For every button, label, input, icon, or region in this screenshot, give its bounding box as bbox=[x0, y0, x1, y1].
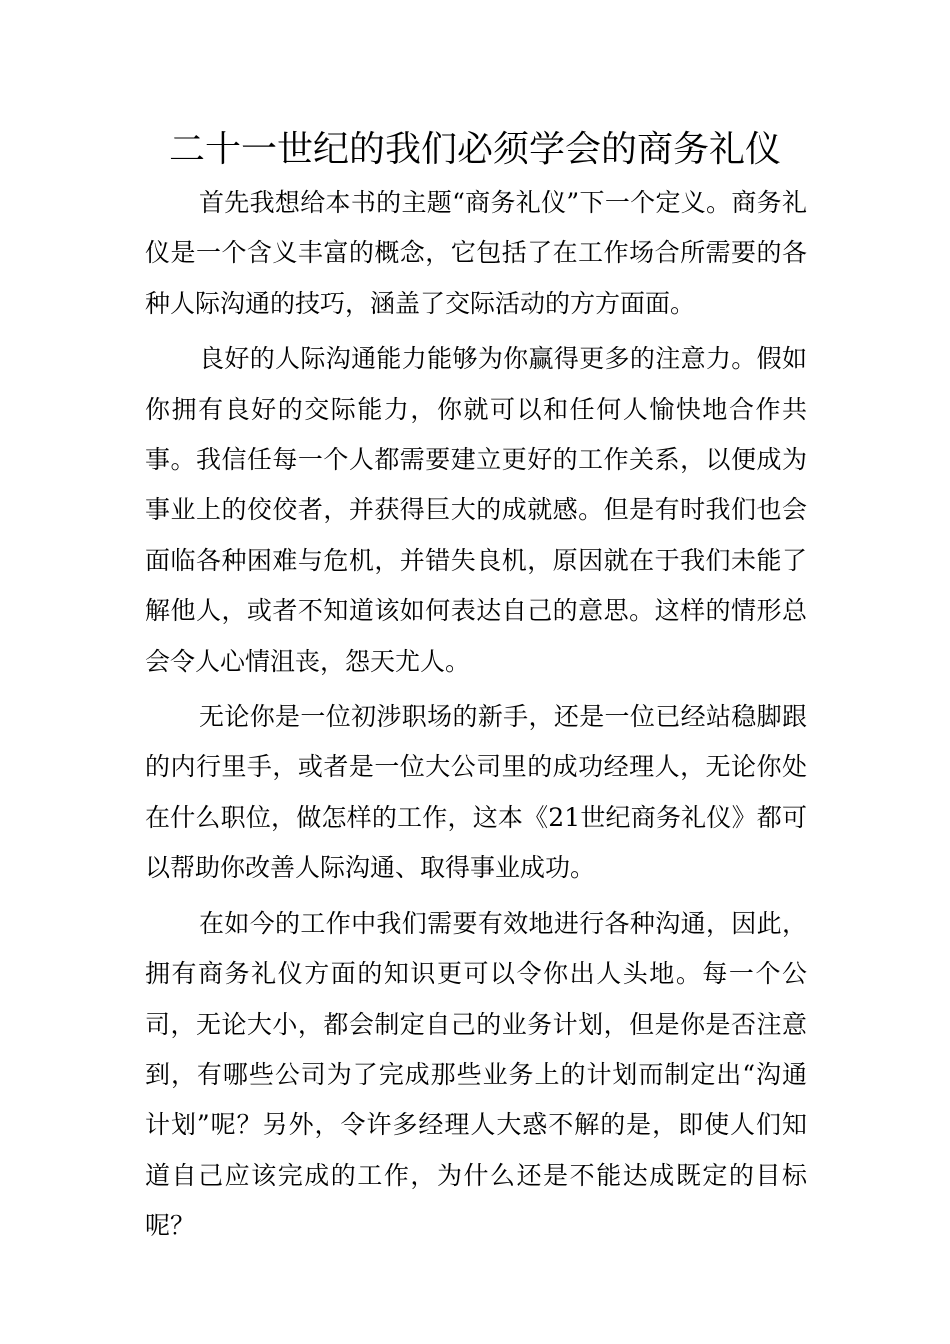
document-body bbox=[145, 178, 807, 1252]
paragraph-2: 良好的人际沟通能力能够为你赢得更多的注意力。假如你拥有良好的交际能力，你就可以和任何人愉快地合作共事。我信任每一个人都需要建立更好的工作关系，以便成为事业上的佼佼者，并获得巨大的成就感。但是有时我们也会面临各种困难与危机，并错失良机，原因就在于我们未能了解他人，或者不知道该如何表达自己的意思。这样的情形总会令人心情沮丧，怨天尤人。 bbox=[145, 344, 807, 676]
document-title: 二十一世纪的我们必须学会的商务礼仪 bbox=[168, 129, 781, 170]
paragraph-4: 在如今的工作中我们需要有效地进行各种沟通，因此，拥有商务礼仪方面的知识更可以令你出人头地。每一个公司，无论大小，都会制定自己的业务计划，但是你是否注意到，有哪些公司为了完成那些业务上的计划而制定出“沟通计划”呢？另外，令许多经理人大惑不解的是，即使人们知道自己应该完成的工作，为什么还是不能达成既定的目标呢？ bbox=[145, 908, 807, 1241]
paragraph-3: 无论你是一位初涉职场的新手，还是一位已经站稳脚跟的内行里手，或者是一位大公司里的成功经理人，无论你处在什么职位，做怎样的工作，这本《21世纪商务礼仪》都可以帮助你改善人际沟通、取得事业成功。 bbox=[145, 702, 807, 883]
paragraph-1: 首先我想给本书的主题“商务礼仪”下一个定义。商务礼仪是一个含义丰富的概念，它包括了在工作场合所需要的各种人际沟通的技巧，涵盖了交际活动的方方面面。 bbox=[145, 188, 807, 318]
